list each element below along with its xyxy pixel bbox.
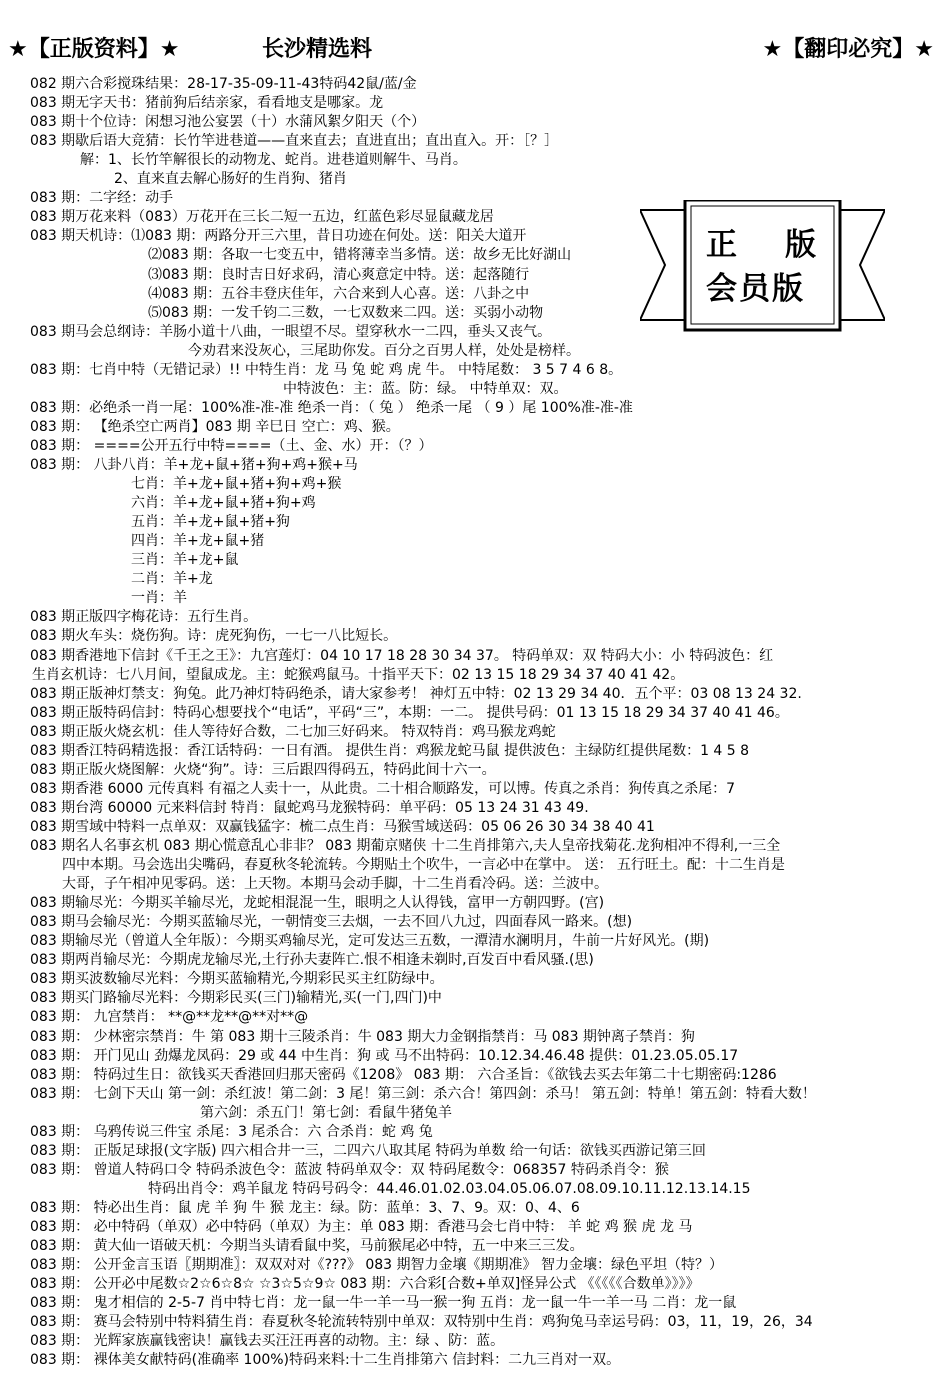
text-line: 082 期六合彩搅珠结果：28-17-35-09-11-43特码42鼠/蓝/金: [30, 76, 417, 92]
text-line: 083 期雪域中特料一点单双：双赢钱猛字：梳二点生肖：马猴雪域送码：05 06 26 30 34 38 40 41: [30, 818, 655, 835]
text-line: 083 期： 特必出生肖：鼠 虎 羊 狗 牛 猴 龙主：绿。防：蓝单：3、7、9。双：0、4、6: [30, 1199, 580, 1216]
text-line: 083 期： ====公开五行中特====（土、金、水）开：（？）: [30, 437, 433, 454]
text-line: 083 期：七肖中特（无错记录）!! 中特生肖：龙 马 兔 蛇 鸡 虎 牛。 中特尾数： 3 5 7 4 6 8。: [30, 361, 623, 378]
text-line: 083 期： 赛马会特别中特料猜生肖：春夏秋冬轮流转特别中单双：双特别中生肖：鸡狗兔马幸运号码：03，11，19，26，34: [30, 1314, 813, 1331]
text-line: 六肖：羊+龙+鼠+猪+狗+鸡: [131, 495, 316, 512]
text-line: 083 期： 光辉家族赢钱密诀！赢钱去买汪汪再喜的动物。主：绿 、防：蓝。: [30, 1333, 505, 1350]
text-line: 083 期正版火烧图解：火烧“狗”。诗：三后跟四得码五，特码此间十六一。: [30, 761, 496, 778]
text-line: 一肖：羊: [131, 590, 187, 607]
text-line: 083 期十个位诗：闲想习池公宴罢（十）水蒲风絮夕阳天（个）: [30, 114, 426, 131]
text-line: 083 期天机诗：⑴083 期：两路分开三六里，昔日功迹在何处。送：阳关大道开: [30, 228, 527, 245]
text-line: 083 期： 正版足球报(文字版) 四六相合井一三，二四六八取其尾 特码为单数 给一句话：欲钱买西游记第三回: [30, 1142, 706, 1159]
text-line: 083 期买波数输尽光料：今期买蓝输精光,今期彩民买主红防绿中。: [30, 971, 444, 988]
text-line: 特码出肖令：鸡羊鼠龙 特码号码令：44.46.01.02.03.04.05.06.07.08.09.10.11.12.13.14.15: [148, 1180, 751, 1197]
text-line: 三肖：羊+龙+鼠: [131, 552, 239, 569]
text-line: 083 期： 九宫禁肖： **@**龙**@**对**@: [30, 1009, 309, 1026]
text-line: 083 期正版特码信封：特码心想要找个“电话”，平码“三”，本期：一二。 提供号码：01 13 15 18 29 34 37 40 41 46。: [30, 704, 789, 721]
text-line: 083 期名人名事玄机 083 期心慌意乱心非非？ 083 期葡京赌侠 十二生肖排第六,夫人皇帝找菊花.龙狗相冲不得利,一三全: [30, 838, 781, 854]
text-line: 083 期香港 6000 元传真料 有福之人卖十一，从此贵。二十相合顺路发，可以博。传真之杀肖：狗传真之杀尾：7: [30, 780, 736, 797]
text-line: 四肖：羊+龙+鼠+猪: [131, 533, 265, 550]
text-line: 083 期： 公开金言玉语〖期期准〗：双双对对《???》 083 期智力金壤《期期准》 智力金壤：绿色平坦（特？）: [30, 1257, 723, 1274]
stamp-text-member-edition: 会员版: [706, 271, 805, 307]
text-line: ⑸083 期：一发千钧二三数，一七双数来二四。送：买弱小动物: [148, 304, 544, 321]
text-line: 今劝君来没灰心，三尾助你发。百分之百男人样，处处是榜样。: [188, 342, 580, 359]
text-line: 083 期正版火烧玄机：佳人等待好合数，二七加三好码来。 特双特肖：鸡马猴龙鸡蛇: [30, 723, 556, 740]
text-line: 083 期马会输尽光：今期买蓝输尽光，一朝情变三去烟，一去不回八九过，四面春风一路来。(想): [30, 914, 633, 931]
stamp-text-ban: 版: [785, 227, 816, 263]
text-line: 083 期： 开门见山 劲爆龙凤码：29 或 44 中生肖：狗 或 马不出特码：10.12.34.46.48 提供：01.23.05.05.17: [30, 1047, 739, 1064]
text-line: ⑷083 期：五谷丰登庆佳年，六合来到人心喜。送：八卦之中: [148, 285, 530, 302]
text-line: ⑶083 期：良时吉日好求码，清心爽意定中特。送：起落随行: [148, 266, 530, 283]
text-line: 解：1、长竹竿解很长的动物龙、蛇肖。进巷道则解牛、马肖。: [80, 152, 467, 169]
text-line: 083 期万花来料（083）万花开在三长二短一五边，红蓝色彩尽显鼠藏龙居: [30, 209, 494, 226]
text-line: 中特波色：主：蓝。防：绿。 中特单双：双。: [283, 380, 568, 397]
text-line: 083 期正版四字梅花诗：五行生肖。: [30, 609, 258, 626]
text-line: 083 期： 八卦八肖：羊+龙+鼠+猪+狗+鸡+猴+马: [30, 457, 358, 473]
text-line: 083 期： 特码过生日：欲钱买天香港回归那天密码《1208》 083 期： 六合圣旨：《欲钱去买去年第二十七期密码:1286: [30, 1066, 777, 1083]
text-line: 083 期： 少林密宗禁肖：牛 第 083 期十三陵杀肖：牛 083 期大力金钢指禁肖：马 083 期钟离子禁肖：狗: [30, 1028, 695, 1045]
text-line: 生肖玄机诗：七八月间，望鼠成龙。主：蛇猴鸡鼠马。十指平天下：02 13 15 18 29 34 37 40 41 42。: [32, 666, 685, 683]
text-line: 083 期正版神灯禁支：狗兔。此乃神灯特码绝杀，请大家参考！ 神灯五中特：02 13 29 34 40．五个平：03 08 13 24 32.: [30, 685, 802, 702]
text-line: 083 期两肖输尽光：今期虎龙输尽光,土行孙夫妻阵亡.恨不相逢未剃时,百发百中看风骚.(思): [30, 952, 594, 969]
text-line: 083 期：二字经：动手: [30, 190, 174, 207]
text-line: 083 期： 裸体美女献特码(准确率 100%)特码来料:十二生肖排第六 信封料：二九三肖对一双。: [30, 1352, 621, 1369]
text-line: 五肖：羊+龙+鼠+猪+狗: [131, 514, 290, 531]
text-line: 083 期： 乌鸦传说三件宝 杀尾：3 尾杀合：六 合杀肖：蛇 鸡 兔: [30, 1123, 433, 1140]
stamp-text-zheng: 正: [706, 227, 737, 263]
text-line: 083 期： 必中特码（单双）必中特码（单双）为主：单 083 期：香港马会七肖中特： 羊 蛇 鸡 猴 虎 龙 马: [30, 1219, 693, 1235]
text-line: 四中本期。马会选出尖嘴码，春夏秋冬轮流转。今期贴土个吹牛，一言必中在掌中。 送： 五行旺土。配：十二生肖是: [62, 857, 785, 874]
text-line: 七肖：羊+龙+鼠+猪+狗+鸡+猴: [131, 476, 342, 493]
text-line: 083 期： 曾道人特码口令 特码杀波色令：蓝波 特码单双令：双 特码尾数令：068357 特码杀肖令：猴: [30, 1161, 669, 1178]
text-line: 083 期马会总纲诗：羊肠小道十八曲，一眼望不尽。望穿秋水一二四，垂头又丧气。: [30, 323, 552, 340]
text-line: 083 期香港地下信封《千王之王》：九宫莲灯：04 10 17 18 28 30 34 37。 特码单双：双 特码大小：小 特码波色：红: [30, 647, 774, 664]
text-line: 第六剑：杀五门！第七剑：看鼠牛猪兔羊: [200, 1104, 452, 1121]
header-right-tag: ★【翻印必究】★: [762, 37, 934, 62]
text-line: 083 期： 七剑下天山 第一剑：杀红波！第二剑：3 尾！第三剑：杀六合！第四剑：杀马！ 第五剑：特单！第五剑：特看大数！: [30, 1085, 816, 1102]
text-line: 083 期火车头：烧伤狗。诗：虎死狗伤，一七一八比短长。: [30, 628, 398, 645]
text-line: 083 期输尽光（曾道人全年版）：今期买鸡输尽光，定可发达三五数，一潭清水澜明月，牛前一片好风光。(期): [30, 933, 710, 950]
text-line: 083 期无字天书：猪前狗后结亲家，看看地支是哪家。龙: [30, 95, 384, 112]
text-line: 大哥，子午相冲见零码。送：上天物。本期马会动手脚，十二生肖看冷码。送：兰波中。: [62, 876, 608, 893]
text-line: 083 期台湾 60000 元来料信封 特肖：鼠蛇鸡马龙猴特码：单平码：05 13 24 31 43 49.: [30, 799, 589, 816]
text-line: 083 期： 公开必中尾数☆2☆6☆8☆ ☆3☆5☆9☆ 083 期：六合彩[合数+单双]怪异公式 《《《《《合数单》》》》: [30, 1276, 700, 1293]
text-line: 083 期歇后语大竞猜：长竹竿进巷道——直来直去；直进直出；直出直入。开：［？］: [30, 133, 559, 150]
page-title: 长沙精选料: [262, 37, 373, 62]
text-line: 083 期： 【绝杀空亡两肖】083 期 辛巳日 空亡：鸡、猴。: [30, 418, 400, 435]
text-line: 083 期： 鬼才相信的 2-5-7 肖中特七肖：龙一鼠一牛一羊一马一猴一狗 五肖：龙一鼠一牛一羊一马 二肖：龙一鼠: [30, 1295, 737, 1312]
text-line: 083 期香江特码精选报：香江话特码：一日有酒。 提供生肖：鸡猴龙蛇马鼠 提供波色：主绿防红提供尾数：1 4 5 8: [30, 742, 750, 759]
text-line: 083 期输尽光：今期买羊输尽光，龙蛇相混混一生，眼明之人认得钱，富甲一方朝四野。(宫): [30, 895, 605, 912]
text-line: 083 期：必绝杀一肖一尾：100%准-准-准 绝杀一肖：（ 兔 ） 绝杀一尾 （ 9 ）尾 100%准-准-准: [30, 399, 633, 416]
text-line: 2、直来直去解心肠好的生肖狗、猪肖: [114, 171, 347, 188]
text-line: 二肖：羊+龙: [131, 571, 213, 588]
text-line: 083 期买门路输尽光料：今期彩民买(三门)输精光,买(一门,四门)中: [30, 990, 442, 1007]
text-line: ⑵083 期：各取一七变五中，错将薄幸当多情。送：故乡无比好湖山: [148, 247, 572, 264]
text-line: 083 期： 黄大仙一语破天机：今期当头请看鼠中奖，马前猴尾必中特，五一中来三三发。: [30, 1238, 584, 1255]
header-left-tag: ★【正版资料】★: [8, 37, 180, 62]
